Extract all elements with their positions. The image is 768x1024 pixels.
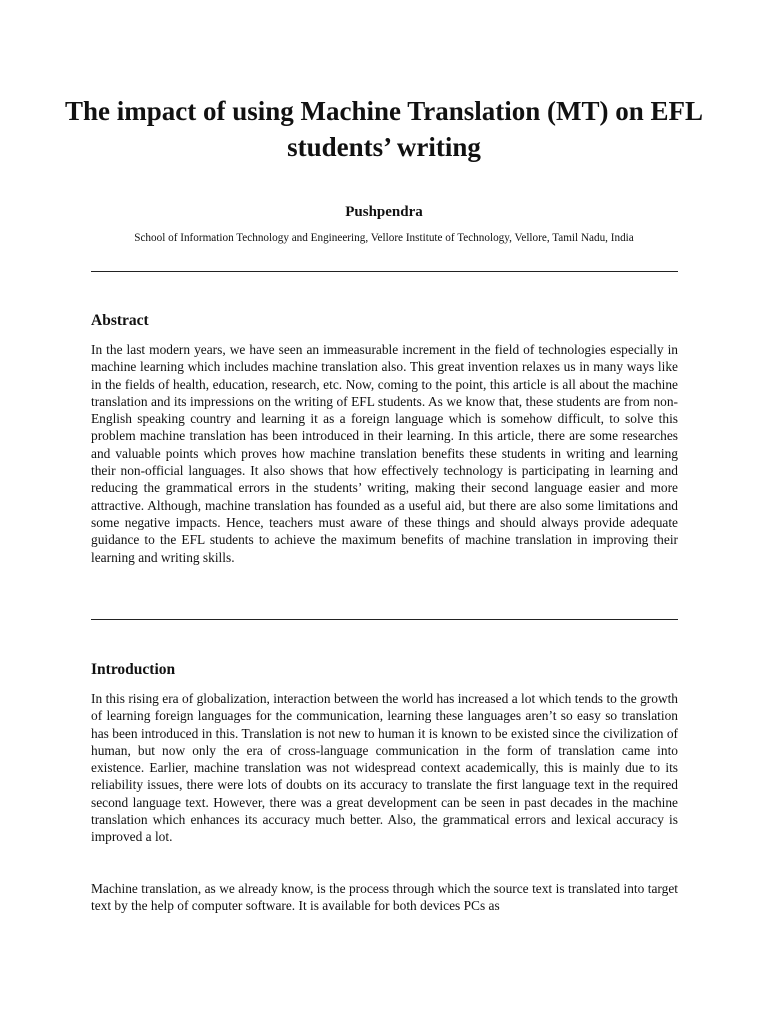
author-affiliation: School of Information Technology and Engineering, Vellore Institute of Technology, Vellore, Tamil Nadu, India [134,232,634,244]
introduction-paragraph: In this rising era of globalization, interaction between the world has increased a lot which tends to the growth of learning foreign languages for the communication, learning these languages aren’t so easy so translation has been introduced in this. Translation is not new to human it is known to be existed since the civilization of human, but now only the era of cross-language communication in the form of translation came into existence. Earlier, machine translation was not widespread context academically, this is mainly due to its reliability issues, there were lots of doubts on its accuracy to translate the first language text in the required second language text. However, there was a great development can be seen in past decades in the machine translation which enhances its accuracy much better. Also, the grammatical errors and lexical accuracy is improved a lot. [91,691,678,845]
introduction-paragraph: Machine translation, as we already know, is the process through which the source text is translated into target text by the help of computer software. It is available for both devices PCs as [91,881,678,914]
section-divider [91,619,678,620]
paper-title: The impact of using Machine Translation (MT) on EFL students’ writing [64,96,704,162]
author-name: Pushpendra [345,204,423,220]
abstract-heading: Abstract [91,312,149,329]
section-divider [91,271,678,272]
introduction-heading: Introduction [91,661,176,678]
abstract-text: In the last modern years, we have seen an immeasurable increment in the field of technologies especially in machine learning which includes machine translation also. This great invention relaxes us in many ways like in the fields of health, education, research, etc. Now, coming to the point, this article is all about the machine translation and its impressions on the writing of EFL students. As we know that, these students are from non-English speaking country and learning it as a foreign language which is somehow difficult, to solve this problem machine translation has been introduced in their learning. In this article, there are some researches and valuable points which proves how machine translation benefits these students in writing and learning their non-official languages. It also shows that how effectively technology is participating in learning and reducing the grammatical errors in the students’ writing, making their second language easier and more attractive. Although, machine translation has founded as a useful aid, but there are also some limitations and some negative impacts. Hence, teachers must aware of these things and should always provide adequate guidance to the EFL students to achieve the maximum benefits of machine translation in improving their learning and writing skills. [91,342,678,565]
